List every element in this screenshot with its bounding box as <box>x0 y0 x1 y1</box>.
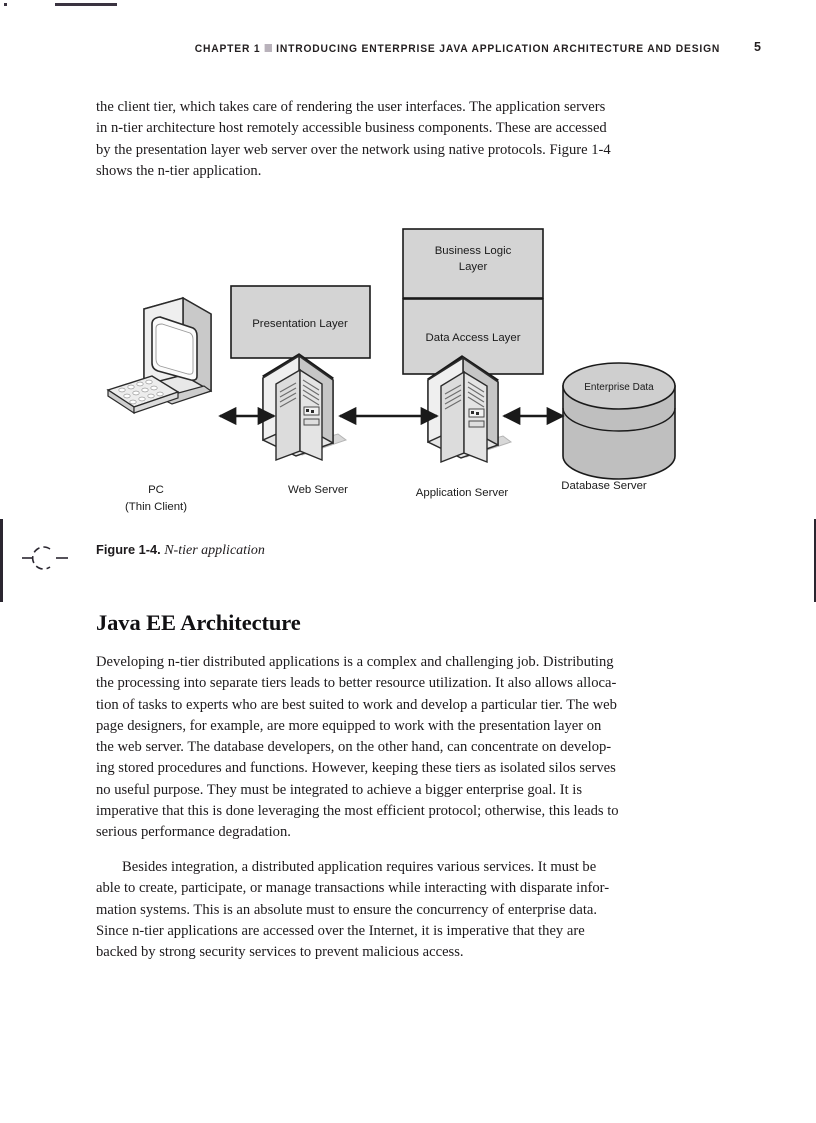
running-header <box>96 40 720 58</box>
pc-thin-client-icon <box>108 298 211 413</box>
text-line: Besides integration, a distributed application requires various services. It must be <box>122 859 597 875</box>
database-cylinder-icon <box>563 363 675 479</box>
text-line: Since n-tier applications are accessed over the Internet, it is imperative that they are <box>96 922 585 939</box>
text-line: the processing into separate tiers leads to better resource utilization. It also allows alloca- <box>96 675 617 692</box>
text-line: shows the n-tier application. <box>96 162 262 179</box>
text-line: Developing n-tier distributed applications is a complex and challenging job. Distributing <box>96 654 614 670</box>
box-presentation-layer <box>231 286 370 358</box>
node-label-pc: PC <box>148 484 164 496</box>
crop-mark-top-left <box>55 3 117 6</box>
node-label-pc-sub: (Thin Client) <box>124 501 188 513</box>
paragraph-distributed-services <box>96 857 720 963</box>
running-header-text <box>195 43 720 55</box>
figure-n-tier-application <box>100 208 700 528</box>
web-server-icon <box>263 356 346 460</box>
figure-caption <box>96 542 265 559</box>
section-heading: Java EE Architecture <box>96 610 301 635</box>
registration-mark-icon <box>20 543 72 573</box>
node-label-web-server: Web Server <box>288 484 348 496</box>
running-header-title: INTRODUCING ENTERPRISE JAVA APPLICATION ARCHITECTURE AND DESIGN <box>275 43 720 55</box>
n-tier-diagram <box>100 208 700 528</box>
node-label-application-server: Application Server <box>415 487 509 499</box>
text-line: tion of tasks to experts who are best suited to work and develop a particular tier. The web <box>96 696 617 713</box>
text-line: page designers, for example, are more equipped to work with the presentation layer on <box>96 717 602 734</box>
text-line: by the presentation layer web server over the network using native protocols. Figure 1-4 <box>96 141 611 158</box>
square-dingbat-icon <box>264 44 271 52</box>
text-line: imperative that this is done leveraging the most efficient protocol; otherwise, this leads to <box>96 803 619 820</box>
page-number: 5 <box>754 40 761 54</box>
text-line: mation systems. This is an absolute must to ensure the concurrency of enterprise data. <box>96 901 598 918</box>
text-line: ing stored procedures and functions. However, keeping these tiers as isolated silos serves <box>96 760 616 777</box>
text-line: the web server. The database developers, on the other hand, can concentrate on develop- <box>96 739 612 756</box>
figure-caption-text: N-tier application <box>164 543 265 558</box>
paragraph-java-ee-architecture <box>96 652 720 844</box>
box-label: Data Access Layer <box>425 332 521 344</box>
text-line: serious performance degradation. <box>96 824 291 841</box>
text-line: in n-tier architecture host remotely accessible business components. These are accessed <box>96 120 607 137</box>
intro-paragraph <box>96 97 720 182</box>
box-label-line2: Layer <box>458 261 488 273</box>
node-label-database-server: Database Server <box>561 480 647 492</box>
box-label: Presentation Layer <box>252 318 348 330</box>
running-header-chapter: CHAPTER 1 <box>194 43 261 55</box>
text-line: no useful purpose. They must be integrated to achieve a bigger enterprise goal. It is <box>96 781 583 798</box>
text-line: able to create, participate, or manage transactions while interacting with disparate infor- <box>96 880 610 897</box>
text-line: backed by strong security services to prevent malicious access. <box>96 944 464 961</box>
box-label: Business Logic <box>434 245 512 257</box>
figure-caption-label: Figure 1-4. <box>96 542 161 557</box>
box-business-logic-layer <box>403 229 543 298</box>
bleed-bar-left <box>0 519 3 602</box>
text-line: the client tier, which takes care of rendering the user interfaces. The application servers <box>96 99 606 115</box>
crop-dot-mark <box>4 3 7 6</box>
database-label: Enterprise Data <box>584 382 654 393</box>
